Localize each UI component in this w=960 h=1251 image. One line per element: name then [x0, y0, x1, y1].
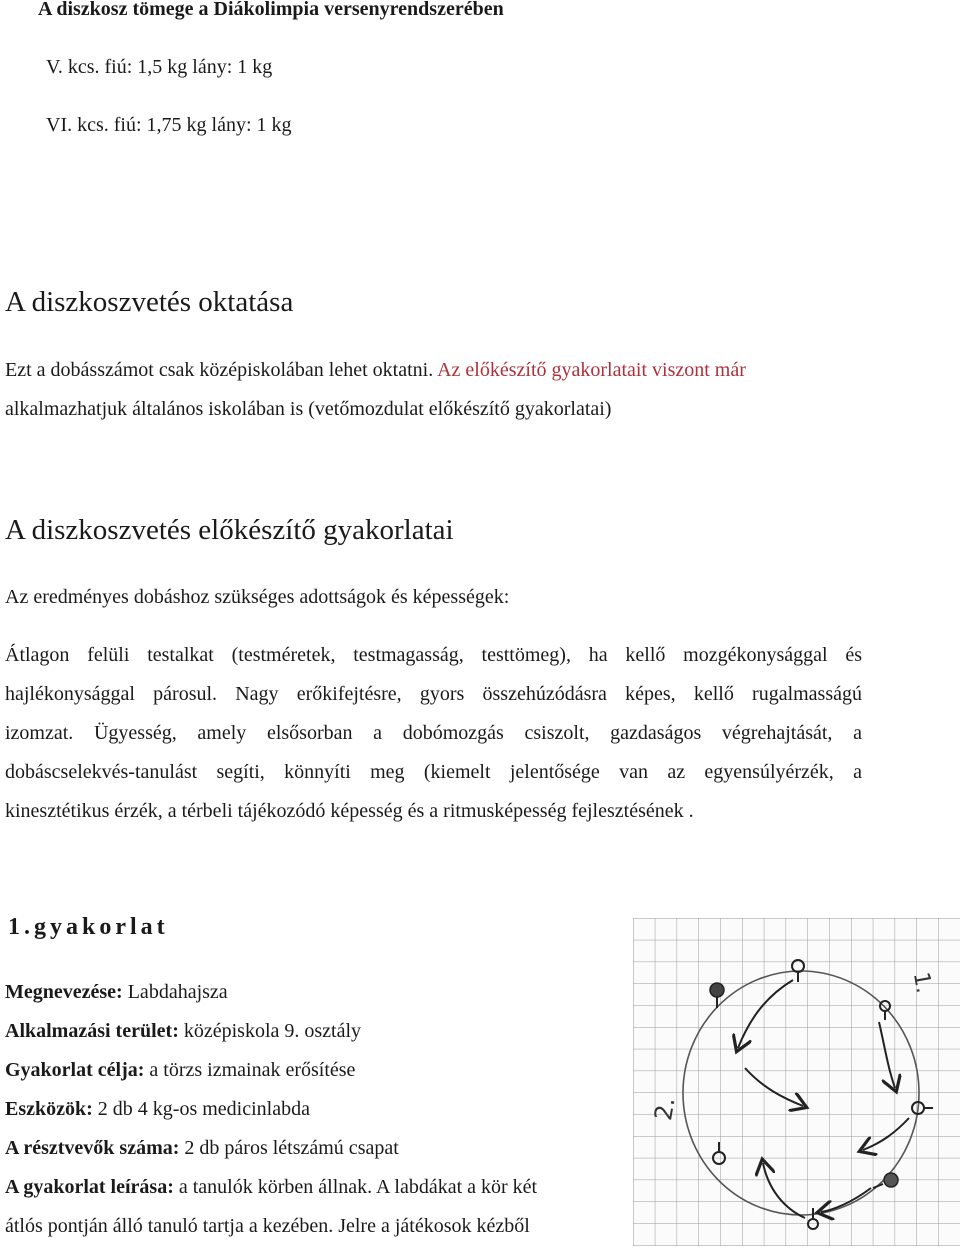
prep-heading: A diszkoszvetés előkészítő gyakorlatai [5, 514, 454, 546]
prep-paragraph-line: hajlékonysággal párosul. Nagy erőkifejtésre, gyors összehúzódásra képes, kellő rugalmasságú [5, 683, 862, 705]
sketch-svg [633, 918, 960, 1246]
exercise-field-equipment [5, 1098, 310, 1121]
exercise-description-cont: átlós pontján álló tanuló tartja a kezében. Jelre a játékosok kézből [5, 1215, 530, 1237]
field-label: Megnevezése: [5, 981, 123, 1003]
field-value: 2 db páros létszámú csapat [179, 1137, 399, 1159]
prep-paragraph-line: dobáscselekvés-tanulást segíti, könnyíti meg (kiemelt jelentősége van az egyensúlyérzék, a [5, 761, 862, 783]
exercise-field-area [5, 1020, 361, 1043]
prep-paragraph [5, 636, 862, 831]
exercise-heading: 1.gyakorlat [8, 914, 169, 940]
exercise-field-participants [5, 1137, 399, 1160]
prep-paragraph-line: kinesztétikus érzék, a térbeli tájékozódó képesség és a ritmusképesség fejlesztésének . [5, 800, 694, 822]
field-label: Eszközök: [5, 1098, 93, 1120]
teaching-line-2: alkalmazhatjuk általános iskolában is (vetőmozdulat előkészítő gyakorlatai) [5, 398, 612, 420]
weights-title: A diszkosz tömege a Diákolimpia versenyrendszerében [38, 0, 504, 20]
field-value: Labdahajsza [122, 981, 228, 1003]
exercise-field-goal [5, 1059, 355, 1082]
prep-subheading: Az eredményes dobáshoz szükséges adottságok és képességek: [5, 586, 510, 608]
teaching-line-1 [5, 359, 862, 382]
graph-paper [633, 918, 960, 1246]
exercise-field-name [5, 981, 228, 1004]
exercise-field-description [5, 1176, 537, 1199]
field-label: A résztvevők száma: [5, 1137, 180, 1159]
weights-row-vi: VI. kcs. fiú: 1,75 kg lány: 1 kg [46, 114, 292, 136]
sketch-mark-1: 1. [907, 970, 937, 996]
field-value: 2 db 4 kg-os medicinlabda [92, 1098, 310, 1120]
field-label: Gyakorlat célja: [5, 1059, 145, 1081]
field-label: A gyakorlat leírása: [5, 1176, 174, 1198]
teaching-line-1-b: Az előkészítő gyakorlatait viszont már [437, 359, 746, 381]
field-value: a tanulók körben állnak. A labdákat a kör két [173, 1176, 538, 1198]
prep-paragraph-line: Átlagon felüli testalkat (testméretek, testmagasság, testtömeg), ha kellő mozgékonysággal és [5, 644, 862, 666]
weights-row-v: V. kcs. fiú: 1,5 kg lány: 1 kg [46, 56, 273, 78]
teaching-line-1-a: Ezt a dobásszámot csak középiskolában lehet oktatni. [5, 359, 434, 381]
teaching-heading: A diszkoszvetés oktatása [5, 286, 294, 318]
prep-paragraph-line: izomzat. Ügyesség, amely elsősorban a dobómozgás csiszolt, gazdaságos végrehajtását, a [5, 722, 862, 744]
exercise-sketch [633, 918, 960, 1246]
field-value: a törzs izmainak erősítése [144, 1059, 356, 1081]
field-label: Alkalmazási terület: [5, 1020, 179, 1042]
sketch-mark-2: 2. [649, 1095, 681, 1123]
field-value: középiskola 9. osztály [178, 1020, 362, 1042]
